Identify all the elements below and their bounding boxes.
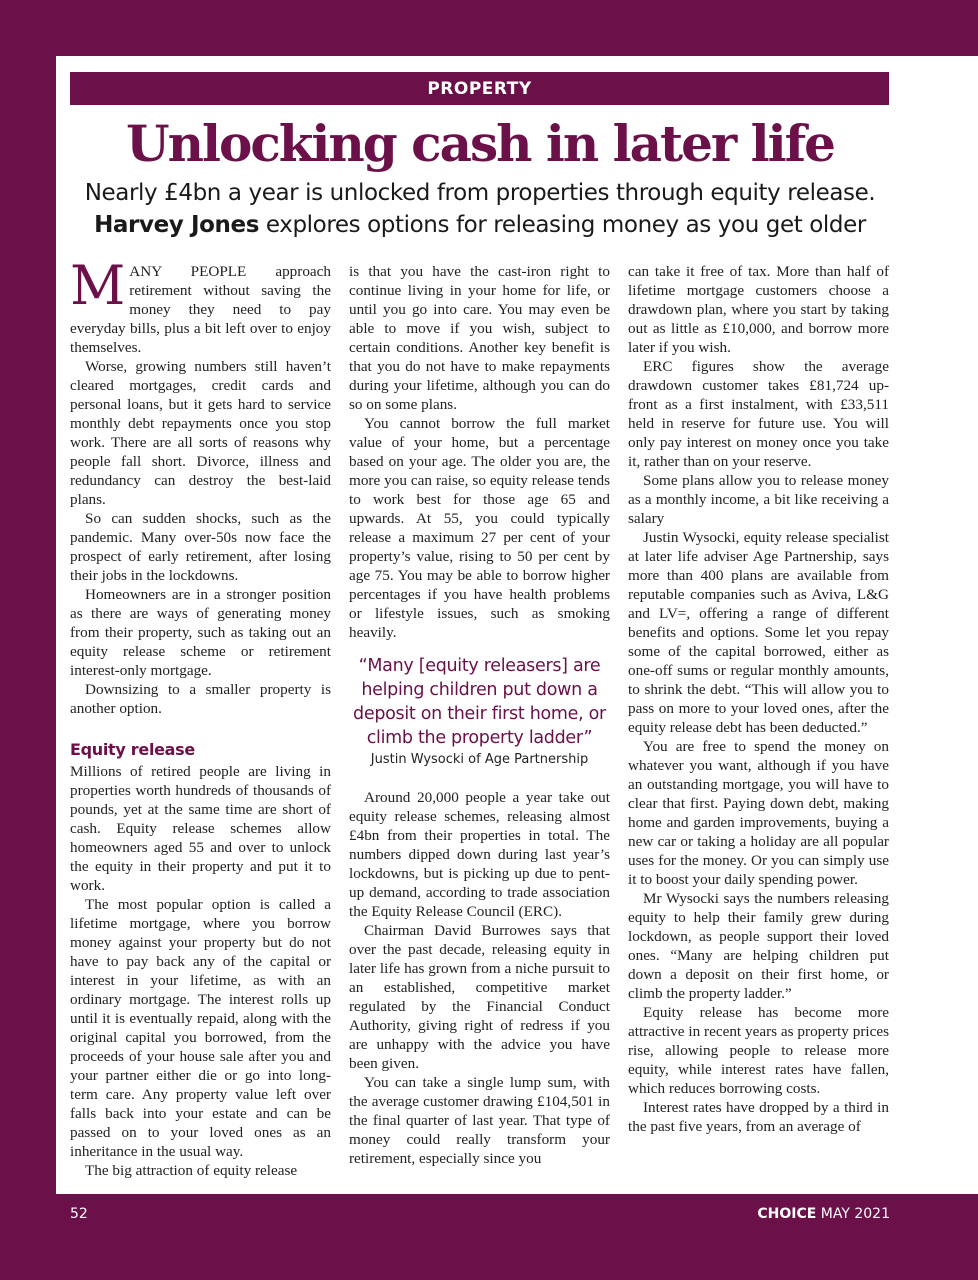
body-paragraph: You can take a single lump sum, with the average customer drawing £104,501 in the final quarter of last year. That type of money could really transform your retirement, especially since you — [349, 1074, 610, 1167]
magazine-name: CHOICE — [757, 1206, 817, 1222]
body-paragraph: Interest rates have dropped by a third in the past five years, from an average of — [628, 1099, 889, 1135]
page-number: 52 — [70, 1206, 88, 1222]
body-paragraph: Justin Wysocki, equity release specialist at later life adviser Age Partnership, says more than 400 plans are available from reputable companies such as Aviva, L&G and LV=, offering a range of different benefits and options. Some let you repay some of the capital borrowed, either as one-off sums or regular monthly amounts, to shrink the debt. “This will allow you to pass on more to your loved ones, after the equity release debt has been deducted.” — [628, 529, 889, 736]
body-paragraph: Chairman David Burrowes says that over the past decade, releasing equity in later life has grown from a niche pursuit to an established, competitive market regulated by the Financial Conduct Authority, giving right of redress if you are unhappy with the advice you have been given. — [349, 922, 610, 1072]
body-paragraph: So can sudden shocks, such as the pandemic. Many over-50s now face the prospect of early retirement, after losing their jobs in the lockdowns. — [70, 510, 331, 584]
body-paragraph: Worse, growing numbers still haven’t cleared mortgages, credit cards and personal loans, but it gets hard to service monthly debt repayments once you stop work. There are all sorts of reasons why people fall short. Divorce, illness and redundancy can destroy the best-laid plans. — [70, 358, 331, 508]
drop-cap: M — [70, 254, 126, 317]
text-column-1 — [70, 254, 331, 1180]
magazine-page — [56, 56, 978, 1194]
body-paragraph-text: ANY PEOPLE approach retirement without saving the money they need to pay everyday bills, plus a bit left over to enjoy themselves. — [70, 263, 331, 356]
text-column-3 — [628, 262, 889, 1136]
subheading-equity-release: Equity release — [70, 740, 195, 759]
body-paragraph: You are free to spend the money on whatever you want, although if you have an outstanding mortgage, you will have to clear that first. Paying down debt, making home and garden improvements, buying a new car or taking a holiday are all popular uses for the money. Or you can simply use it to boost your daily spending power. — [628, 738, 889, 888]
pull-quote-credit: Justin Wysocki of Age Partnership — [370, 752, 589, 767]
text-column-2 — [349, 262, 610, 1168]
body-paragraph: Around 20,000 people a year take out equity release schemes, releasing almost £4bn from their properties in total. The numbers dipped down during last year’s lockdowns, but is picking up due to pent-up demand, according to trade association the Equity Release Council (ERC). — [349, 789, 610, 920]
section-label: PROPERTY — [70, 72, 889, 105]
body-paragraph: You cannot borrow the full market value of your home, but a percentage based on your age. The older you are, the more you can raise, so equity release tends to work best for those age 65 and upwards. At 55, you could typically release a maximum 27 per cent of your property’s value, rising to 50 per cent by age 75. You may be able to borrow higher percentages if you have health problems or lifestyle issues, such as smoking heavily. — [349, 415, 610, 641]
pull-quote — [349, 654, 610, 768]
standfirst-line-2: explores options for releasing money as you get older — [265, 212, 866, 238]
body-paragraph: Homeowners are in a stronger position as there are ways of generating money from their property, such as taking out an equity release scheme or retirement interest-only mortgage. — [70, 586, 331, 679]
pull-quote-text: “Many [equity releasers] are helping children put down a deposit on their first home, or climb the property ladder” — [353, 656, 606, 748]
body-paragraph: Millions of retired people are living in properties worth hundreds of thousands of pounds, yet at the same time are short of cash. Equity release schemes allow homeowners aged 55 and over to unlock the equity in their property and put it to work. — [70, 763, 331, 894]
magazine-footer — [757, 1206, 890, 1222]
article-headline: Unlocking cash in later life — [126, 114, 834, 173]
article-standfirst — [56, 177, 904, 241]
author-name: Harvey Jones — [94, 212, 259, 238]
body-paragraph: Mr Wysocki says the numbers releasing equity to help their family grew during lockdown, as people support their loved ones. “Many are helping children put down a deposit on their first home, or climb the property ladder.” — [628, 890, 889, 1002]
standfirst-line-1: Nearly £4bn a year is unlocked from properties through equity release. — [84, 180, 876, 206]
issue-date: MAY 2021 — [820, 1206, 890, 1222]
body-paragraph: Equity release has become more attractive in recent years as property prices rise, allowing people to release more equity, while interest rates have fallen, which reduces borrowing costs. — [628, 1004, 889, 1097]
body-paragraph — [70, 254, 331, 357]
body-paragraph: is that you have the cast-iron right to continue living in your home for life, or until you go into care. You may even be able to move if you wish, subject to certain conditions. Another key benefit is that you do not have to make repayments during your lifetime, although you can do so on some plans. — [349, 263, 610, 413]
body-paragraph: The most popular option is called a lifetime mortgage, where you borrow money against your property but do not have to pay back any of the capital or interest in your lifetime, as with an ordinary mortgage. The interest rolls up until it is eventually repaid, along with the original capital you borrowed, from the proceeds of your house sale after you and your partner either die or go into long-term care. Any property value left over falls back into your estate and can be passed on to your loved ones as an inheritance in the usual way. — [70, 896, 331, 1160]
body-paragraph: Some plans allow you to release money as a monthly income, a bit like receiving a salary — [628, 472, 889, 527]
body-paragraph: The big attraction of equity release — [85, 1162, 298, 1179]
body-paragraph: Downsizing to a smaller property is another option. — [70, 681, 331, 717]
body-paragraph: ERC figures show the average drawdown customer takes £81,724 up-front as a first instalment, with £33,511 held in reserve for future use. You will only pay interest on money once you take it, rather than on your reserve. — [628, 358, 889, 470]
body-paragraph: can take it free of tax. More than half of lifetime mortgage customers choose a drawdown plan, where you start by taking out as little as £10,000, and borrow more later if you wish. — [628, 263, 889, 356]
